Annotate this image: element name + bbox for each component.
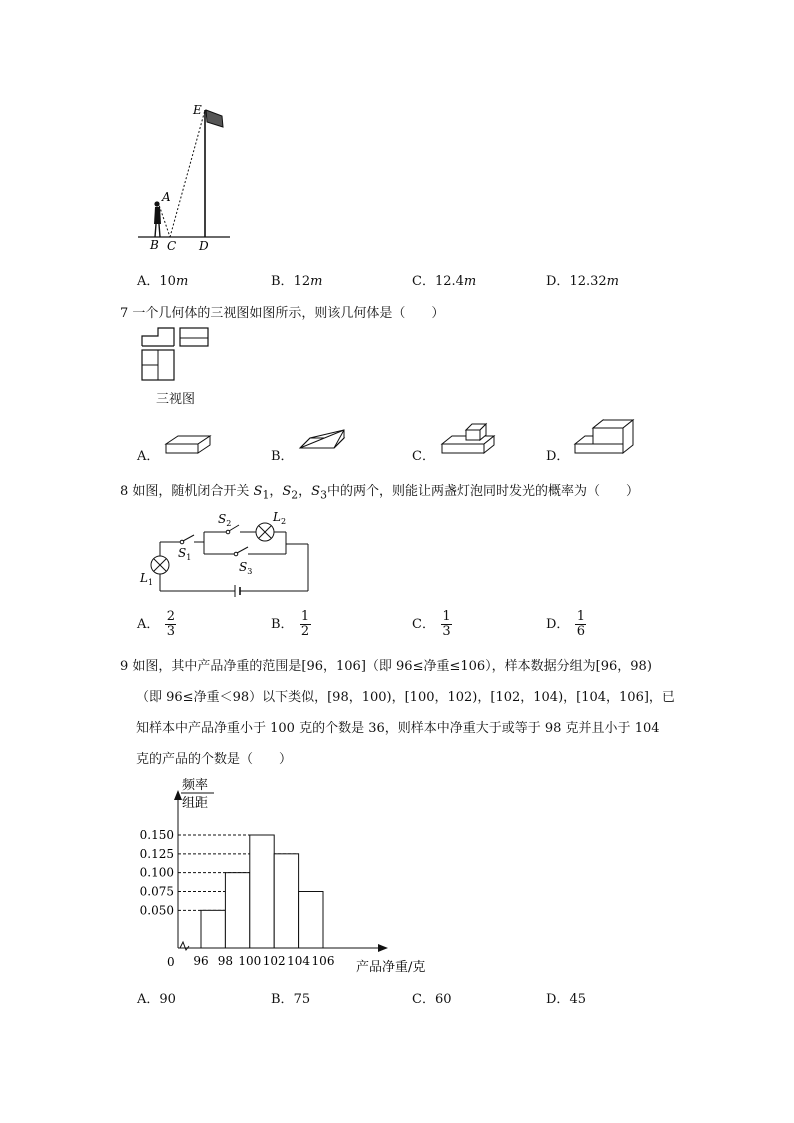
x-tick-label: 98 [217,954,234,968]
q6-option-a[interactable]: A．10m [137,274,189,289]
svg-text:L2: $L_2$ [273,510,287,526]
q8-option-a[interactable]: A． $\frac{2}{3}$ [137,609,176,639]
q9-question-line4: 克的产品的个数是（ ） [136,752,293,767]
x-tick-label: 96 [193,954,209,968]
q9-option-b[interactable]: B．75 [271,992,311,1007]
q7-option-d-label[interactable]: D． [546,449,570,464]
y-axis-arrow [174,790,182,800]
q8-option-d[interactable]: D． $\frac{1}{6}$ [546,609,586,639]
svg-text:S1: $S_1$ [178,546,192,562]
label-d: D [199,239,209,253]
y-label-top: 频率 [182,778,209,793]
q9-option-a[interactable]: A．90 [137,992,176,1007]
q9-question-line3: 知样本中产品净重小于 100 克的个数是 36，则样本中净重大于或等于 98 克并且小于 104 [136,721,660,736]
q7-option-c-label[interactable]: C． [412,449,435,464]
label-b: B [150,238,159,252]
q7-three-view-figure [138,326,212,382]
q6-flagpole-figure [130,98,240,258]
x-tick-label: 104 [287,954,311,968]
q7-option-d-shape[interactable] [573,418,637,456]
svg-text:L1: $L_1$ [140,571,154,587]
x-tick-label: 106 [311,954,335,968]
y-tick-label: 0.150 [139,828,174,842]
histogram-bar [250,835,274,948]
y-tick-label: 0.050 [139,903,174,918]
q8-question: 8 如图，随机闭合开关 $S_1$，$S_2$，$S_3$中的两个，则能让两盏灯泡同时发光的概率为（ ） [120,484,639,502]
q7-option-b-shape[interactable] [298,426,346,454]
q7-option-a-label[interactable]: A． [137,449,160,464]
q9-histogram [130,772,450,977]
q7-option-c-shape[interactable] [440,418,496,456]
y-tick-label: 0.125 [139,846,174,861]
histogram-bar [201,910,225,948]
histogram-bar [225,873,249,948]
axis-break [180,942,189,950]
x-axis-label: 产品净重/克 [356,960,426,975]
label-s1: S [178,546,187,560]
label-s2: S [218,512,227,526]
label-l1: L [140,571,148,585]
y-label-bottom: 组距 [182,796,209,811]
q7-figure-caption: 三视图 [156,392,196,407]
q6-option-d[interactable]: D．12.32m [546,274,619,289]
label-e: E [193,103,202,117]
q9-option-c[interactable]: C．60 [412,992,452,1007]
label-a: A [162,190,171,204]
q9-question-line1: 9 如图，其中产品净重的范围是[96，106]（即 96≤净重≤106），样本数据分组为[96，98) [120,659,652,674]
q8-option-c[interactable]: C． $\frac{1}{3}$ [412,609,451,639]
q9-option-d[interactable]: D．45 [546,992,586,1007]
origin-label: 0 [167,955,175,969]
x-tick-label: 102 [262,954,286,968]
svg-text:S3: $S_3$ [239,560,253,576]
x-tick-label: 100 [238,954,262,968]
histogram-bar [274,854,298,948]
q7-option-a-shape[interactable] [164,430,212,456]
q6-option-c[interactable]: C．12.4m [412,274,477,289]
q9-question-line2: （即 96≤净重＜98）以下类似，[98，100)，[100，102)，[102，104)，[104，106]，已 [136,690,675,705]
histogram-bar [299,892,323,949]
label-l2: L [273,510,281,524]
svg-text:S2: $S_2$ [218,512,232,528]
q7-question: 7 一个几何体的三视图如图所示，则该几何体是（ ） [120,306,445,321]
q6-option-b[interactable]: B．12m [271,274,323,289]
y-tick-label: 0.075 [139,884,174,899]
q8-circuit-figure [138,508,318,598]
q7-option-b-label[interactable]: B． [271,449,294,464]
y-tick-label: 0.100 [139,865,174,880]
label-c: C [167,239,177,253]
label-s3: S [239,560,248,574]
q8-option-b[interactable]: B． $\frac{1}{2}$ [271,609,310,639]
x-axis-arrow [378,944,388,952]
